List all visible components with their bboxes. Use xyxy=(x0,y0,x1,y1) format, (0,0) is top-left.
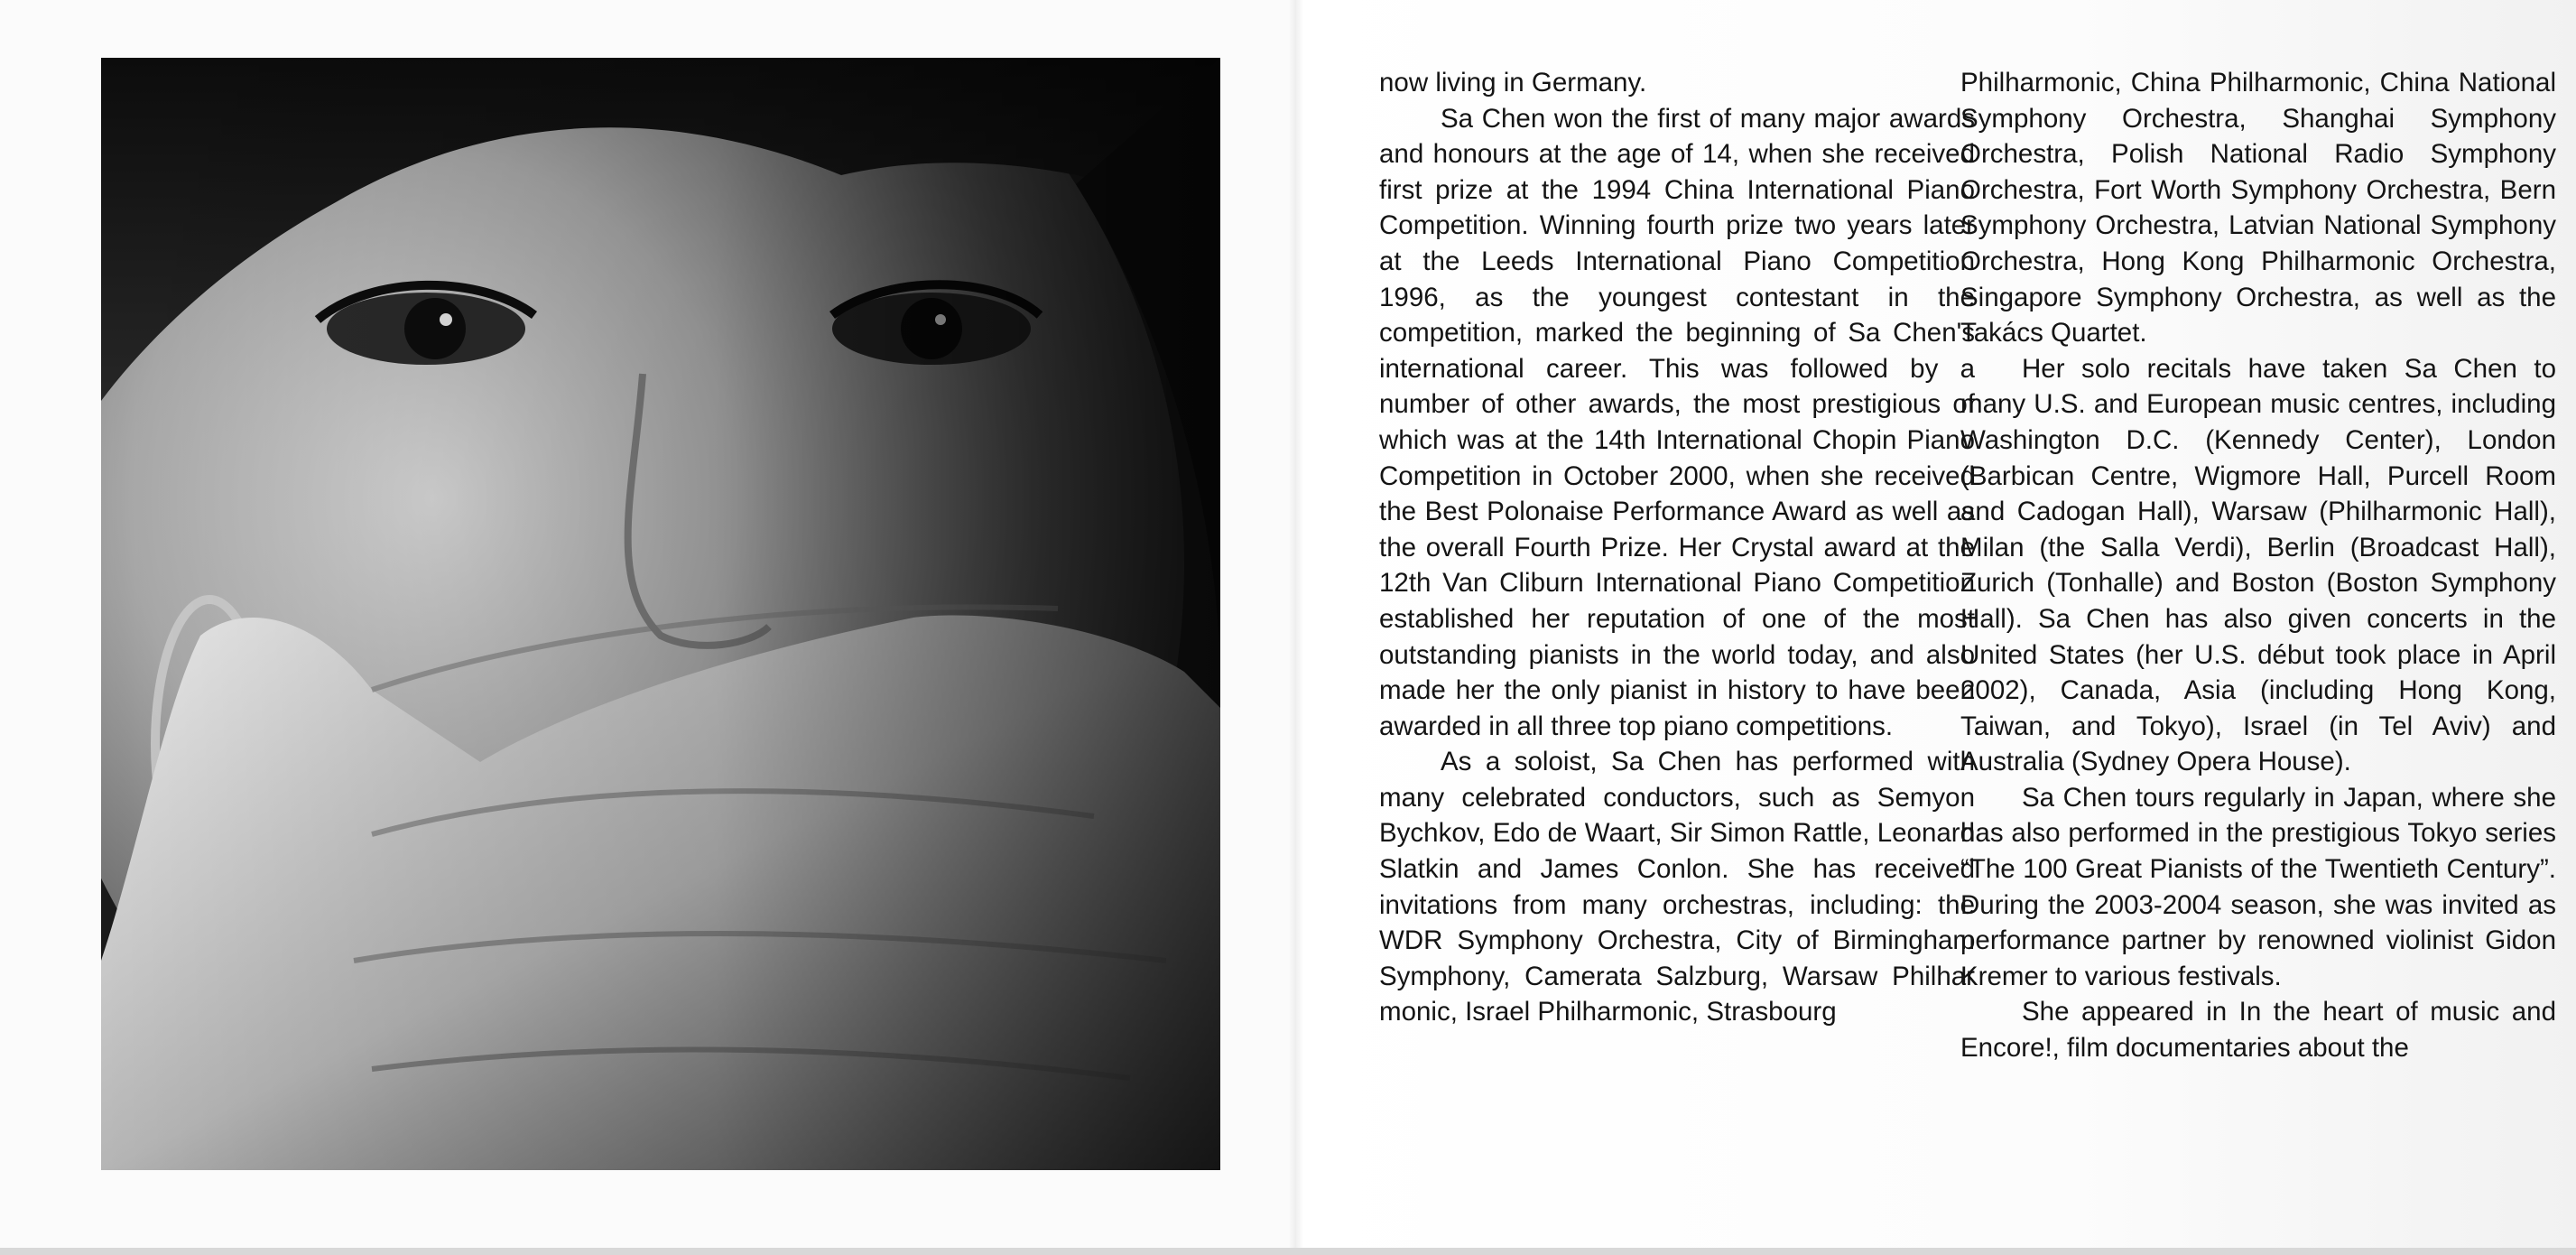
text-column-left xyxy=(1379,65,1975,1030)
paragraph: Sa Chen tours regularly in Japan, where she has also performed in the prestigious Tokyo series “The 100 Great Pianists of the Twentieth Century”. During the 2003-2004 season, she was invited as performance partner by renowned violinist Gidon Kremer to various festivals. xyxy=(1960,782,2556,991)
paragraph: Sa Chen won the first of many major awards and honours at the age of 14, when she received first prize at the 1994 China International Piano Competition. Winning fourth prize two years later at the Leeds International Piano Competition 1996, as the youngest contestant in the competition, marked the beginning of Sa Chen's international career. This was followed by a number of other awards, the most prestigious of which was at the 14th International Chopin Piano Competition in October 2000, when she received the Best Polonaise Performance Award as well as the overall Fourth Prize. Her Crystal award at the 12th Van Cliburn International Piano Competition established her reputation of one of the most outstanding pianists in the world today, and also made her the only pianist in history to have been awarded in all three top piano competitions. xyxy=(1379,103,1975,741)
page-gutter xyxy=(1289,0,1303,1255)
portrait-illustration xyxy=(101,58,1220,1170)
portrait-photo xyxy=(101,58,1220,1170)
paragraph: She appeared in In the heart of music and Encore!, film documentaries about the xyxy=(1960,997,2556,1064)
paragraph: Philharmonic, China Philharmonic, China National Symphony Orchestra, Shanghai Symphony Orchestra, Polish National Radio Symphony Orchestra, Fort Worth Symphony Orchestra, Bern Symphony Orchestra, Latvian National Symphony Orchestra, Hong Kong Philharmonic Orchestra, Singapore Symphony Orchestra, as well as the Takács Quartet. xyxy=(1960,68,2556,349)
paragraph: Her solo recitals have taken Sa Chen to many U.S. and European music centres, including Washington D.C. (Kennedy Center), London (Barbican Centre, Wigmore Hall, Purcell Room and Cadogan Hall), Warsaw (Philharmonic Hall), Milan (the Salla Verdi), Berlin (Broadcast Hall), Zurich (Tonhalle) and Boston (Boston Symphony Hall). Sa Chen has also given concerts in the United States (her U.S. début took place in April 2002), Canada, Asia (including Hong Kong, Taiwan, and Tokyo), Israel (in Tel Aviv) and Australia (Sydney Opera House). xyxy=(1960,353,2556,777)
bottom-edge xyxy=(0,1248,2576,1255)
paragraph: now living in Germany. xyxy=(1379,68,1647,98)
text-column-right xyxy=(1960,65,2556,1066)
paragraph: As a soloist, Sa Chen has performed with many celebrated conductors, such as Semyon Bychkov, Edo de Waart, Sir Simon Rattle, Leonard Slatkin and James Conlon. She has received invitations from many orchestras, including: the WDR Symphony Orchestra, City of Birmingham Symphony, Camerata Salzburg, Warsaw Philhar monic, Israel Philharmonic, Strasbourg xyxy=(1379,747,1975,1027)
